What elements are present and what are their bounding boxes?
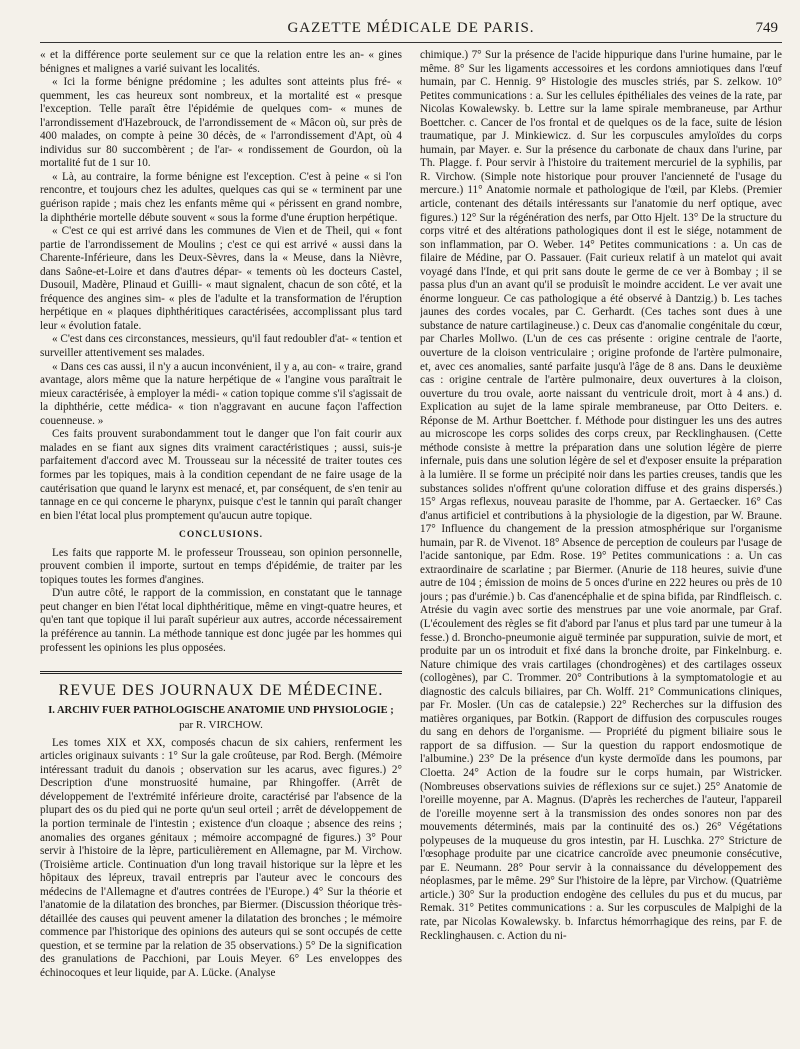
section-title: REVUE DES JOURNAUX DE MÉDECINE. bbox=[58, 682, 384, 700]
body-paragraph: Ces faits prouvent surabondamment tout le danger que l'on fait courir aux malades en se fiant aux signes dits vraiment caractéristiques ; aussi, suis-je parfaitement d'accord avec M. Trousseau sur la nécessité de traiter toutes ces formes par les topiques, mais à la condition cependant de ne faire usage de la cautérisation que quand le larynx est menacé, et, par conséquent, de s'en tenir au tannage en ce qui concerne le pharynx, puisque c'est le tannin qui paraît changer en bien l'état local plus promptement qu'aucun autre topique. bbox=[40, 428, 402, 522]
section-divider bbox=[40, 671, 402, 674]
quote-paragraph: « Ici la forme bénigne prédomine ; les adultes sont atteints plus fré- « quemment, les cas heureux sont nombreux, et la mortalité est « presque l'exception. Telle paraît être l'épidémie de quelques com- « munes de l'arrondissement d'Hazebrouck, de l'arrondissement de « Mâcon où, sur près de 400 malades, on compte à peine 30 décès, de « l'arrondissement d'Apt, où 4 individus sur 80 succombèrent ; de l'ar- « rondissement de Gourdon, où la mortalité fut de 1 sur 10. bbox=[40, 76, 402, 170]
quote-paragraph: « C'est dans ces circonstances, messieurs, qu'il faut redoubler d'at- « tention et surveiller attentivement ses malades. bbox=[40, 333, 402, 360]
subsection-title: I. ARCHIV FUER PATHOLOGISCHE ANATOMIE UND PHYSIOLOGIE ; bbox=[48, 704, 394, 716]
quote-paragraph: « C'est ce qui est arrivé dans les communes de Vien et de Theil, qui « font partie de l'arrondissement de Moulins ; c'est ce qui est arrivé « aussi dans la Charente-Inférieure, dans les Deux-Sèvres, dans la « Meuse, dans la Nièvre, dans Saône-et-Loire et dans d'autres dépar- « tements où les docteurs Castel, Dusouil, Madère, Plinaud et Guilli- « maut signalent, chacun de son côté, et la fréquence des angines sim- « ples de l'adulte et la transformation de l'éruption herpétique en « plaques diphthéritiques caractérisées, accomplissant plus tard leur « évolution fatale. bbox=[40, 225, 402, 332]
trousseau-quotation bbox=[40, 49, 402, 428]
conclusion-paragraph: Les faits que rapporte M. le professeur Trousseau, son opinion personnelle, prouvent combien il importe, surtout en temps d'épidémie, de traiter par les topiques toutes les formes d'angines. bbox=[40, 546, 402, 586]
running-header bbox=[40, 16, 782, 43]
journal-title: GAZETTE MÉDICALE DE PARIS. bbox=[287, 20, 535, 36]
right-column bbox=[420, 49, 782, 1049]
conclusions-heading: CONCLUSIONS. bbox=[178, 530, 264, 541]
quote-paragraph: « Dans ces cas aussi, il n'y a aucun inconvénient, il y a, au con- « traire, grand avantage, alors même que la nature herpétique de « l'angine vous paraîtrait le mieux caractérisée, à employer la médi- « cation topique comme s'il s'agissait de la diphthérie, cette médica- « tion n'aggravant en aucune façon l'affection couenneuse. » bbox=[40, 360, 402, 427]
left-column bbox=[40, 49, 402, 1049]
review-continuation: chimique.) 7° Sur la présence de l'acide hippurique dans l'urine humaine, par le même. 8° Sur les ligaments accessoires et les cordons amniotiques dans l'œuf humain, par C. Hennig. 9° Histologie des muscles striés, par S. zelkow. 10° Petites communications : a. Sur les cellules épithéliales des veines de la rate, par Nicolas Kowalewsky. b. Lettre sur la lame spirale membraneuse, par Arthur Boettcher. c. Cancer de l'os frontal et de quelques os de la face, suite de lésion traumatique, par J. Minkiewicz. d. Sur les corpuscules amyloïdes du corps humain, par Mayer. e. Sur la présence du carbonate de chaux dans l'urine, par Th. Plagge. f. Pour servir à l'histoire du traitement mercuriel de la syphilis, par R. Virchow. (Simple note historique pour prouver l'ancienneté de l'usage du mercure.) 11° Anatomie normale et pathologique de l'œil, par Klebs. (Premier article, contenant des détails intéressants sur l'anatomie du nerf optique, avec figures.) 12° Sur la régénération des nerfs, par Otto Hjelt. 13° De la structure du corps vitré et des altérations pathologiques dont il est le siége, notamment de son inflammation, par O. Weber. 14° Petites communications : a. Un cas de filaire de Médine, par O. Passauer. (Fait curieux relatif à un matelot qui avait voyagé dans l'Inde, et qui prit sans doute le germe de ce ver à Bombay ; il se passa plus d'un an avant qu'il se produisît le moindre accident. Le ver avait une énorme longueur. Ce cas pathologique a été observé à Dantzig.) b. Les taches jaunes des cordes vocales, par C. Gerhardt. (Ces taches sont dues à une substance de nature cartilagineuse.) c. Deux cas d'anomalie congénitale du cœur, par Charles Mollwo. (L'un de ces cas présente : origine centrale de l'aorte, ouverture de la cloison ventriculaire ; origine profonde de l'artère pulmonaire, et, avec ces anomalies, santé parfaite jusqu'à l'âge de 8 ans. Dans le deuxième cas : origine centrale de l'artère pulmonaire, deux ouvertures à la cloison, ouverture du trou ovale, aorte naissant du ventricule droit, mort à 4 ans.) d. Explication au sujet de la lame spirale membraneuse, par Otto Deiters. e. Réponse de M. Arthur Boettcher. f. Méthode pour distinguer les uns des autres au microscope les corps solides des corps creux, par Recklinghausen. (Cette méthode consiste à mettre la préparation dans une solution légère de pierre infernale, puis dans une solution légère de sel et d'exposer ensuite la préparation à la lumière. Il se forme un précipité noir dans les parties creuses, tandis que les substances solides n'offrent qu'une coloration diffuse et des grains dispersés.) 15° Argas reflexus, nouveau parasite de l'homme, par A. Gertaecker. 16° Cas d'anus artificiel et contributions à la physiologie de la digestion, par W. Braune. 17° Influence du changement de la pression atmosphérique sur l'organisme humain, par R. de Vivenot. 18° Absence de perception de couleurs par l'usage de l'acide santonique, par Edm. Rose. 19° Petites communications : a. Un cas extraordinaire de scarlatine ; par Biermer. (Anurie de 118 heures, suivie d'une autre de 104 ; émission de moins de 5 onces d'urine en 222 heures ou près de 10 jours ; pas d'urémie.) b. Cas d'anencéphalie et de spina bifida, par Rindfleisch. c. Atrésie du vagin avec sortie des menstrues par une voie anormale, par Graf. (L'écoulement des règles se fit d'abord par l'anus et plus tard par une tumeur à la fesse.) d. Broncho-pneumonie aiguë terminée par suppuration, suivie de mort, et produite par un os introduit et fixé dans la bronche droite, par Finkelnburg. e. Nature chimique des vrais cartilages (chondrogènes) et des cartilages osseux (collogènes), par C. Trommer. 20° Contributions à la symptomatologie et au diagnostic des calculs biliaires, par Ch. Wolff. 21° Communications cliniques, par Fr. Mosler. (Un cas de catalepsie.) 22° Recherches sur la diffusion des matières organiques, par Botkin. (Rapport de diffusion des corpuscules rouges du sang en dehors de l'organisme. — Propriété du pigment biliaire sous le rapport de sa diffusion. — Sur la question du rapport endosmotique de l'albumine.) 23° De la présence d'un kyste dermoïde dans les poumons, par Cloetta. 24° Action de la foudre sur le corps humain, par Wistricker. (Nombreuses observations suivies de réflexions sur ce sujet.) 25° Anatomie de l'oreille moyenne, par A. Magnus. (D'après les recherches de l'auteur, l'appareil de l'oreille moyenne sert à la transmission des ondes sonores non par des mouvements déterminés, mais par la continuité des os.) 26° Végétations polypeuses de la muqueuse du gros intestin, par H. Luschka. 27° Stricture de l'œsophage produite par une cicatrice cancroïde avec pneumonie consécutive, par E. Neumann. 28° Pour servir à la connaissance du développement des néoplasmes, par le même. 29° Sur l'histoire de la lèpre, par Virchow. (Quatrième article.) 30° Sur la production endogène des cellules du pus et du mucus, par Remak. 31° Petites communications : a. Sur les corpuscules de Malpighi de la rate, par Nicolas Kowalewsky. b. Infarctus hémorrhagique des reins, par F. de Recklinghausen. c. Action du ni- bbox=[420, 49, 782, 942]
quote-paragraph: « et la différence porte seulement sur ce que la relation entre les an- « gines bénignes et malignes a varié suivant les localités. bbox=[40, 49, 402, 75]
quote-paragraph: « Là, au contraire, la forme bénigne est l'exception. C'est à peine « si l'on rencontre, et toujours chez les adultes, quelques cas qui se « terminent par une guérison rapide ; mais chez les enfants même qui « périssent en grand nombre, la diphthérie mortelle débute souvent « sous la forme d'une éruption herpétique. bbox=[40, 170, 402, 224]
text-columns bbox=[40, 49, 782, 1049]
subsection-author: par R. VIRCHOW. bbox=[179, 719, 263, 732]
review-paragraph: Les tomes XIX et XX, composés chacun de six cahiers, renferment les articles originaux suivants : 1° Sur la gale croûteuse, par Rod. Bergh. (Mémoire intéressant traduit du danois ; observation sur les acarus, avec figures.) 2° Description d'une monstruosité humaine, par Rhingoffer. (Arrêt de développement de l'extrémité inférieure droite, caractérisé par l'absence de la plupart des os du pied qui ne porte qu'un seul orteil ; arrêt de développement de la portion terminale de l'intestin ; existence d'un cloaque ; absence des reins ; anomalies des organes génitaux ; mémoire accompagné de figures.) 3° Pour servir à l'histoire de la lèpre, particulièrement en Allemagne, par M. Virchow. (Troisième article. Continuation d'un long travail historique sur la lèpre et les hôpitaux des lépreux, travail entrepris par l'auteur avec le concours des médecins de l'Allemagne et d'autres contrées de l'Europe.) 4° Sur la théorie et l'anatomie de la dilatation des bronches, par Biermer. (Discussion théorique très-détaillée des causes qui peuvent amener la dilatation des bronches ; le mémoire commence par l'historique des opinions des auteurs qui se sont occupés de cette question, et se termine par la relation de 35 observations.) 5° De la signification des granulations de Pacchioni, par Louis Meyer. 6° Les enveloppes des échinocoques et leur liquide, par A. Lücke. (Analyse bbox=[40, 736, 402, 979]
page-number: 749 bbox=[755, 20, 778, 36]
conclusion-paragraph: D'un autre côté, le rapport de la commission, en constatant que le tannage peut changer en bien l'état local diphthéritique, même en vingt-quatre heures, et qu'en tant que topique il lui paraît supérieur aux autres, accorde nécessairement la préférence au tannin. La méthode tannique est donc jugée par les hommes qui professent les opinions les plus opposées. bbox=[40, 587, 402, 654]
